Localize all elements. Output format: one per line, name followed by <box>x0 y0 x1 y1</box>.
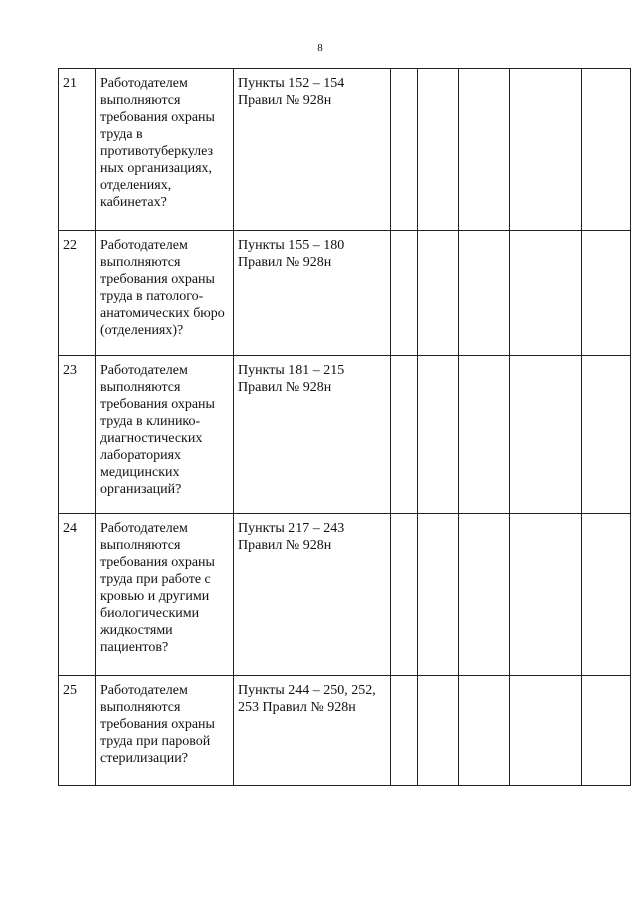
row-number-cell <box>59 69 96 231</box>
reference-text: Пункты 155 – 180 Правил № 928н <box>238 238 345 270</box>
row-number: 24 <box>63 521 77 536</box>
table-row <box>59 676 631 786</box>
reference-cell <box>234 231 391 356</box>
answer-cell-na <box>459 514 510 676</box>
reference-cell <box>234 676 391 786</box>
answer-cell-extra <box>582 231 631 356</box>
answer-cell-yes <box>391 356 418 514</box>
answer-cell-note <box>510 231 582 356</box>
question-cell <box>96 514 234 676</box>
answer-cell-extra <box>582 356 631 514</box>
row-number-cell <box>59 676 96 786</box>
reference-text: Пункты 217 – 243 Правил № 928н <box>238 521 345 553</box>
answer-cell-yes <box>391 69 418 231</box>
question-text: Работодателем выполняются требования охраны труда в противотуберкулез ных организациях, отделениях, кабинетах? <box>100 76 215 210</box>
row-number-cell <box>59 514 96 676</box>
page-number: 8 <box>317 42 323 54</box>
answer-cell-extra <box>582 69 631 231</box>
table-row <box>59 69 631 231</box>
question-text: Работодателем выполняются требования охраны труда при паровой стерилизации? <box>100 683 215 766</box>
question-cell <box>96 676 234 786</box>
answer-cell-yes <box>391 676 418 786</box>
answer-cell-no <box>418 69 459 231</box>
row-number: 23 <box>63 363 77 378</box>
table-row <box>59 231 631 356</box>
reference-text: Пункты 152 – 154 Правил № 928н <box>238 76 345 108</box>
question-cell <box>96 231 234 356</box>
answer-cell-yes <box>391 231 418 356</box>
row-number: 22 <box>63 238 77 253</box>
answer-cell-na <box>459 231 510 356</box>
reference-cell <box>234 356 391 514</box>
question-text: Работодателем выполняются требования охраны труда в патолого-анатомических бюро (отделениях)? <box>100 238 225 338</box>
table-row <box>59 356 631 514</box>
question-cell <box>96 69 234 231</box>
answer-cell-note <box>510 514 582 676</box>
row-number: 21 <box>63 76 77 91</box>
reference-cell <box>234 514 391 676</box>
reference-text: Пункты 244 – 250, 252, 253 Правил № 928н <box>238 683 376 715</box>
answer-cell-na <box>459 356 510 514</box>
row-number-cell <box>59 231 96 356</box>
answer-cell-note <box>510 69 582 231</box>
answer-cell-no <box>418 231 459 356</box>
row-number-cell <box>59 356 96 514</box>
question-text: Работодателем выполняются требования охраны труда в клинико-диагностических лабораториях медицинских организаций? <box>100 363 215 497</box>
reference-cell <box>234 69 391 231</box>
answer-cell-yes <box>391 514 418 676</box>
answer-cell-no <box>418 356 459 514</box>
answer-cell-no <box>418 514 459 676</box>
row-number: 25 <box>63 683 77 698</box>
answer-cell-no <box>418 676 459 786</box>
answer-cell-extra <box>582 676 631 786</box>
answer-cell-na <box>459 69 510 231</box>
checklist-table <box>58 68 631 786</box>
table-row <box>59 514 631 676</box>
answer-cell-note <box>510 676 582 786</box>
reference-text: Пункты 181 – 215 Правил № 928н <box>238 363 345 395</box>
question-cell <box>96 356 234 514</box>
answer-cell-na <box>459 676 510 786</box>
answer-cell-note <box>510 356 582 514</box>
question-text: Работодателем выполняются требования охраны труда при работе с кровью и другими биологическими жидкостями пациентов? <box>100 521 215 655</box>
answer-cell-extra <box>582 514 631 676</box>
